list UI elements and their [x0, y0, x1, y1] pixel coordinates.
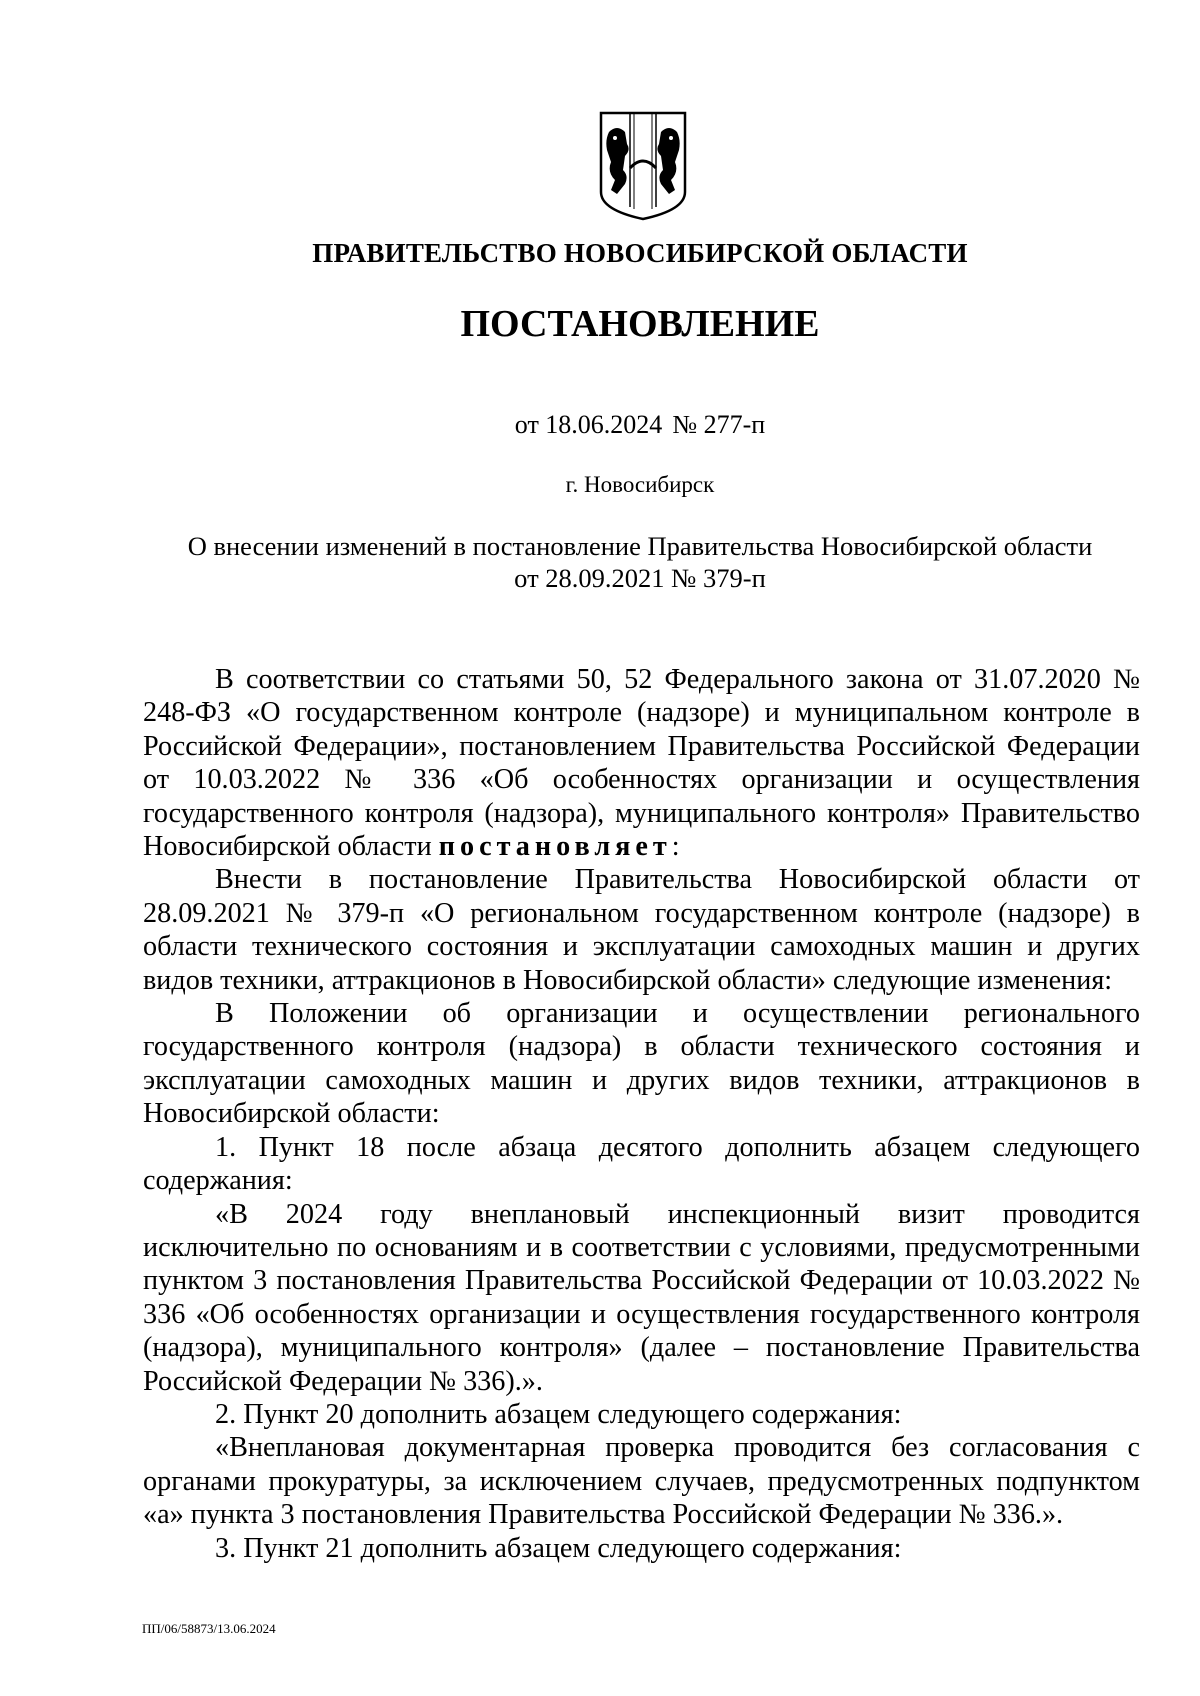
document-date: от 18.06.2024	[514, 410, 663, 439]
document-body	[143, 663, 1140, 1565]
paragraph-item-1-quote: «В 2024 году внеплановый инспекционный визит проводится исключительно по основаниям и в соответствии с условиями, предусмотренными пунктом 3 постановления Правительства Российской Федерации от 10.03.2022 № 336 «Об особенностях организации и осуществления государственного контроля (надзора), муниципального контроля» (далее – постановление Правительства Российской Федерации № 336).».	[143, 1198, 1140, 1397]
resolution-word: постановляет	[438, 831, 672, 863]
coat-of-arms-icon	[597, 110, 689, 222]
paragraph-item-3: 3. Пункт 21 дополнить абзацем следующего содержания:	[215, 1532, 902, 1564]
document-type: ПОСТАНОВЛЕНИЕ	[460, 303, 820, 345]
document-date-line	[0, 410, 1200, 440]
paragraph-item-2: 2. Пункт 20 дополнить абзацем следующего содержания:	[215, 1398, 902, 1430]
preamble-text: В соответствии со статьями 50, 52 Федерального закона от 31.07.2020 № 248-ФЗ «О государственном контроле (надзоре) и муниципальном контроле в Российской Федерации», постановлением Правительства Российской Федерации от 10.03.2022 № 336 «Об особенностях организации и осуществления государственного контроля (надзора), муниципального контроля» Правительство Новосибирской области	[143, 664, 1140, 863]
paragraph-item-1: 1. Пункт 18 после абзаца десятого дополнить абзацем следующего содержания:	[143, 1131, 1140, 1197]
paragraph-preamble	[143, 663, 1140, 863]
subject-line-2: от 28.09.2021 № 379-п	[514, 563, 766, 593]
document-number: № 277-п	[672, 410, 766, 439]
preamble-end: :	[671, 831, 680, 863]
footer-code: ПП/06/58873/13.06.2024	[142, 1621, 276, 1636]
document-subject	[100, 530, 1180, 594]
paragraph-regulation: В Положении об организации и осуществлении регионального государственного контроля (надзора) в области технического состояния и эксплуатации самоходных машин и других видов техники, аттракционов в Новосибирской области:	[143, 998, 1140, 1130]
organization-name: ПРАВИТЕЛЬСТВО НОВОСИБИРСКОЙ ОБЛАСТИ	[312, 238, 968, 268]
document-city: г. Новосибирск	[565, 472, 715, 497]
paragraph-introduce-changes: Внести в постановление Правительства Новосибирской области от 28.09.2021 № 379-п «О региональном государственном контроле (надзоре) в области технического состояния и эксплуатации самоходных машин и других видов техники, аттракционов в Новосибирской области» следующие изменения:	[143, 864, 1140, 996]
subject-line-1: О внесении изменений в постановление Правительства Новосибирской области	[187, 531, 1093, 561]
paragraph-item-2-quote: «Внеплановая документарная проверка проводится без согласования с органами прокуратуры, за исключением случаев, предусмотренных подпунктом «а» пункта 3 постановления Правительства Российской Федерации № 336.».	[143, 1432, 1140, 1531]
